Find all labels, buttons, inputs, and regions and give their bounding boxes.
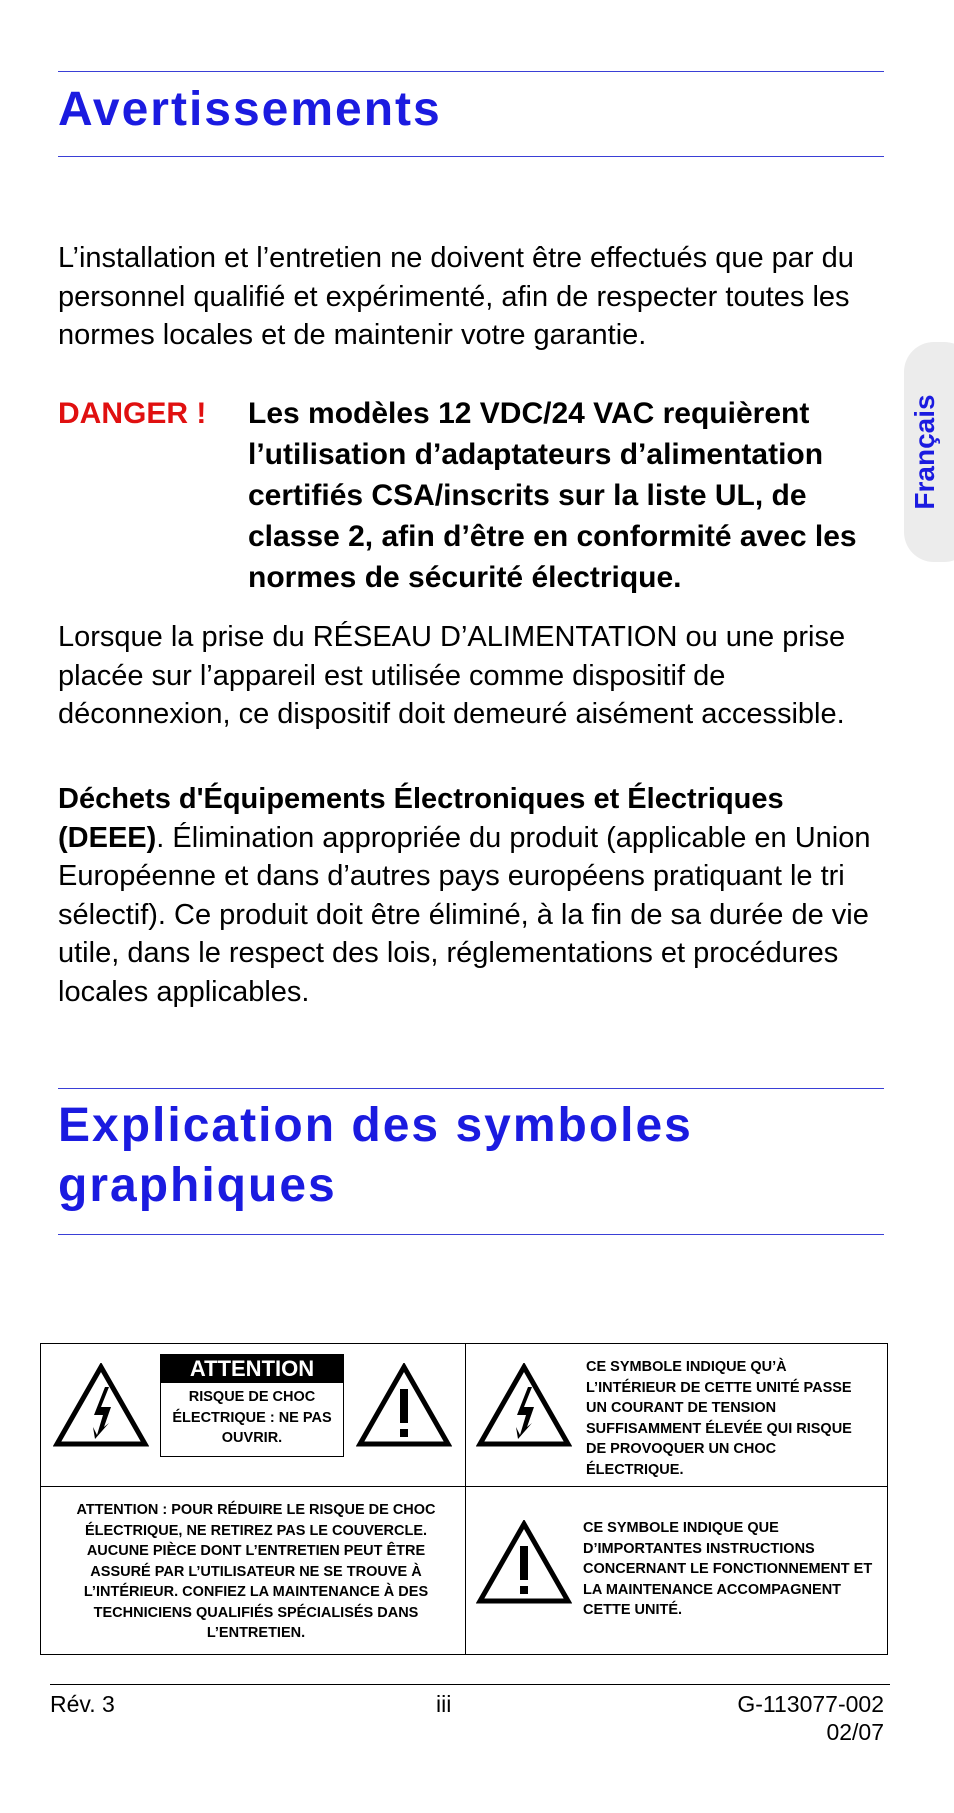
- heading-rule-top: [58, 71, 884, 72]
- attention-title: ATTENTION: [160, 1354, 344, 1383]
- danger-label: DANGER !: [58, 397, 207, 430]
- exclamation-warning-icon: [356, 1363, 452, 1448]
- table-divider-vertical: [465, 1343, 466, 1655]
- weee-paragraph: [58, 780, 888, 1011]
- danger-text: Les modèles 12 VDC/24 VAC requièrent l’utilisation d’adaptateurs d’alimentation certifiés CSA/inscrits sur la liste UL, de classe 2, afin d’être en conformité avec les normes de sécurité électrique.: [248, 397, 857, 594]
- disconnect-paragraph: Lorsque la prise du RÉSEAU D’ALIMENTATION ou une prise placée sur l’appareil est utilisée comme dispositif de déconnexion, ce dispositif doit demeuré aisément accessible.: [58, 621, 846, 730]
- attention-body: RISQUE DE CHOC ÉLECTRIQUE : NE PAS OUVRIR.: [172, 1389, 332, 1446]
- language-tab-label: Français: [909, 394, 940, 510]
- exclamation-symbol-icon: [476, 1520, 572, 1605]
- footer-rule: [50, 1684, 890, 1685]
- exclamation-symbol-description: CE SYMBOLE INDIQUE QUE D’IMPORTANTES INSTRUCTIONS CONCERNANT LE FONCTIONNEMENT ET LA MAINTENANCE ACCOMPAGNENT CETTE UNITÉ.: [583, 1520, 873, 1618]
- section-title-symbols: Explication des symboles graphiques: [58, 1099, 693, 1212]
- document-number: G-113077-002: [737, 1691, 884, 1717]
- lightning-warning-icon: [53, 1363, 149, 1448]
- table-divider-horizontal: [40, 1486, 888, 1487]
- heading-rule-bottom: [58, 156, 884, 157]
- weee-bold-title: Déchets d'Équipements Électroniques et Électriques (DEEE): [58, 783, 784, 854]
- page-title: Avertissements: [58, 83, 442, 136]
- lightning-symbol-description: CE SYMBOLE INDIQUE QU’À L’INTÉRIEUR DE CETTE UNITÉ PASSE UN COURANT DE TENSION SUFFISAMMENT ÉLEVÉE QUI RISQUE DE PROVOQUER UN CHOC ÉLECTRIQUE.: [586, 1359, 852, 1478]
- weee-text: . Élimination appropriée du produit (applicable en Union Européenne et dans d’autres pays européens pratiquant le tri sélectif). Ce produit doit être éliminé, à la fin de sa durée de vie utile, dans le respect des lois, réglementations et procédures locales applicables.: [58, 821, 871, 1008]
- lightning-symbol-icon: [476, 1363, 572, 1448]
- caution-text: ATTENTION : POUR RÉDUIRE LE RISQUE DE CHOC ÉLECTRIQUE, NE RETIREZ PAS LE COUVERCLE. AUCUNE PIÈCE DONT L’ENTRETIEN PEUT ÊTRE ASSURÉ PAR L’UTILISATEUR NE SE TROUVE À L’INTÉRIEUR. CONFIEZ LA MAINTENANCE À DES TECHNICIENS QUALIFIÉS SPÉCIALISÉS DANS L’ENTRETIEN.: [76, 1502, 436, 1641]
- intro-paragraph: L’installation et l’entretien ne doivent être effectués que par du personnel qualifié et expérimenté, afin de respecter toutes les normes locales et de maintenir votre garantie.: [58, 242, 854, 351]
- document-date: 02/07: [826, 1719, 884, 1745]
- page-number: iii: [436, 1691, 452, 1717]
- heading2-rule-top: [58, 1088, 884, 1089]
- heading2-rule-bottom: [58, 1234, 884, 1235]
- footer-revision: Rév. 3: [50, 1691, 115, 1717]
